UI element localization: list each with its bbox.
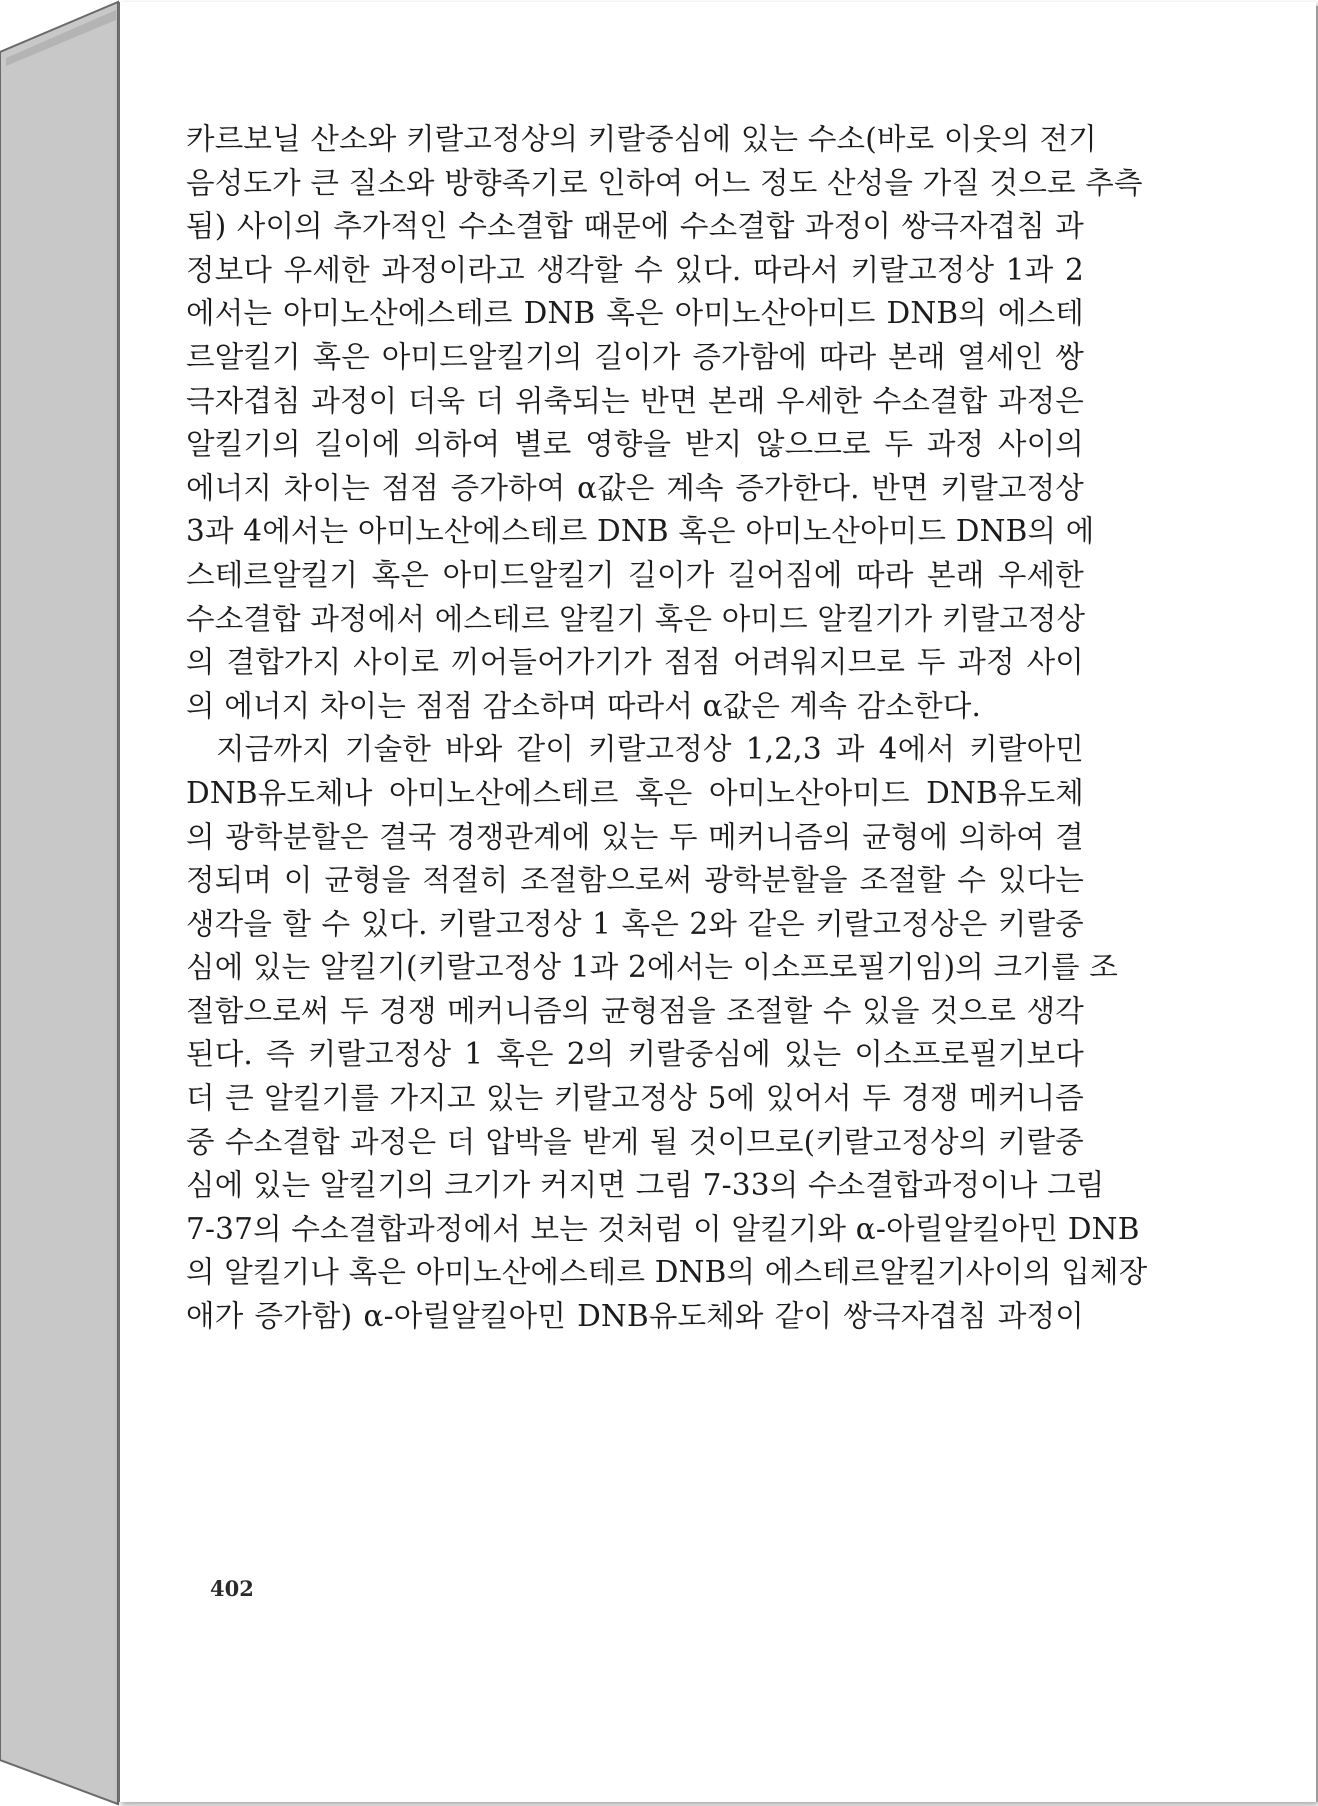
text-line: 의 광학분할은 결국 경쟁관계에 있는 두 메커니즘의 균형에 의하여 결 — [186, 819, 1084, 854]
text-line: 됨) 사이의 추가적인 수소결합 때문에 수소결합 과정이 쌍극자겹침 과 — [186, 209, 1084, 244]
text-line: 의 결합가지 사이로 끼어들어가기가 점점 어려워지므로 두 과정 사이 — [186, 645, 1084, 680]
paragraph-1 — [186, 118, 1143, 728]
text-line: 애가 증가함) α-아릴알킬아민 DNB유도체와 같이 쌍극자겹침 과정이 — [186, 1299, 1084, 1334]
text-line: 3과 4에서는 아미노산에스테르 DNB 혹은 아미노산아미드 DNB의 에 — [186, 514, 1095, 549]
text-line: 중 수소결합 과정은 더 압박을 받게 될 것이므로(키랄고정상의 키랄중 — [186, 1124, 1084, 1159]
text-line: 카르보닐 산소와 키랄고정상의 키랄중심에 있는 수소(바로 이웃의 전기 — [186, 122, 1097, 156]
text-line: 의 알킬기나 혹은 아미노산에스테르 DNB의 에스테르알킬기사이의 입체장 — [186, 1255, 1148, 1290]
text-line: 스테르알킬기 혹은 아미드알킬기 길이가 길어짐에 따라 본래 우세한 — [186, 557, 1084, 592]
text-line: 음성도가 큰 질소와 방향족기로 인하여 어느 정도 산성을 가질 것으로 추측 — [186, 165, 1143, 200]
text-line: 지금까지 기술한 바와 같이 키랄고정상 1,2,3 과 4에서 키랄아민 — [216, 732, 1084, 767]
text-line: 수소결합 과정에서 에스테르 알킬기 혹은 아미드 알킬기가 키랄고정상 — [186, 601, 1086, 636]
text-line: 극자겹침 과정이 더욱 더 위축되는 반면 본래 우세한 수소결합 과정은 — [186, 383, 1084, 418]
text-line: 의 에너지 차이는 점점 감소하며 따라서 α값은 계속 감소한다. — [186, 688, 982, 723]
text-line: 에서는 아미노산에스테르 DNB 혹은 아미노산아미드 DNB의 에스테 — [186, 296, 1084, 331]
page-number: 402 — [210, 1576, 254, 1601]
text-line: 심에 있는 알킬기의 크기가 커지면 그림 7-33의 수소결합과정이나 그림 — [186, 1168, 1105, 1203]
paragraph-2 — [186, 728, 1148, 1338]
text-line: 더 큰 알킬기를 가지고 있는 키랄고정상 5에 있어서 두 경쟁 메커니즘 — [186, 1081, 1084, 1116]
text-line: 에너지 차이는 점점 증가하여 α값은 계속 증가한다. 반면 키랄고정상 — [186, 470, 1084, 505]
text-line: 정되며 이 균형을 적절히 조절함으로써 광학분할을 조절할 수 있다는 — [186, 863, 1084, 898]
text-line: 르알킬기 혹은 아미드알킬기의 길이가 증가함에 따라 본래 열세인 쌍 — [186, 339, 1084, 374]
text-line: 생각을 할 수 있다. 키랄고정상 1 혹은 2와 같은 키랄고정상은 키랄중 — [186, 906, 1084, 941]
text-line: 된다. 즉 키랄고정상 1 혹은 2의 키랄중심에 있는 이소프로필기보다 — [186, 1037, 1084, 1072]
text-line: 알킬기의 길이에 의하여 별로 영향을 받지 않으므로 두 과정 사이의 — [186, 427, 1084, 462]
text-line: 정보다 우세한 과정이라고 생각할 수 있다. 따라서 키랄고정상 1과 2 — [186, 252, 1084, 287]
body-text — [186, 118, 1148, 1339]
text-line: 심에 있는 알킬기(키랄고정상 1과 2에서는 이소프로필기임)의 크기를 조 — [186, 950, 1118, 985]
text-line: 절함으로써 두 경쟁 메커니즘의 균형점을 조절할 수 있을 것으로 생각 — [186, 993, 1084, 1028]
text-line: 7-37의 수소결합과정에서 보는 것처럼 이 알킬기와 α-아릴알킬아민 DNB — [186, 1211, 1140, 1246]
text-line: DNB유도체나 아미노산에스테르 혹은 아미노산아미드 DNB유도체 — [186, 775, 1084, 810]
